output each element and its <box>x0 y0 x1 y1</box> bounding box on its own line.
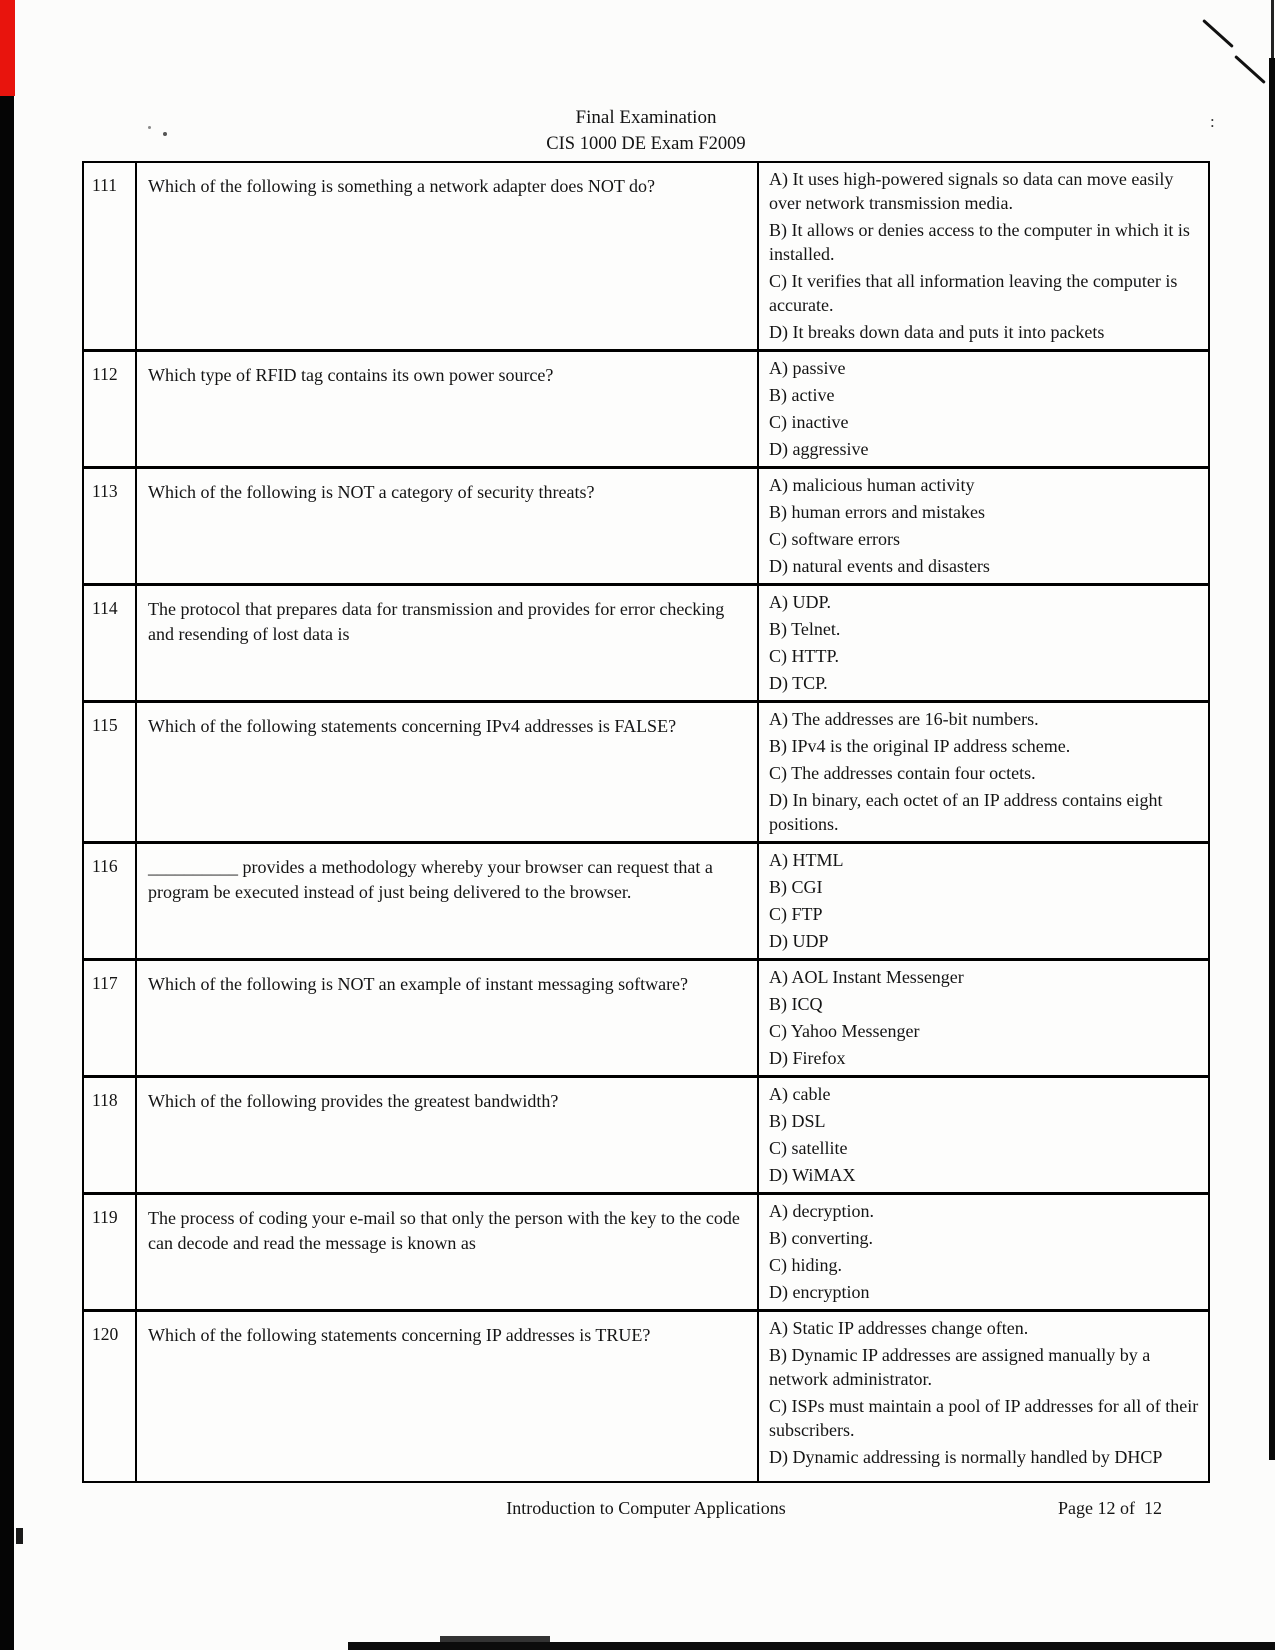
answer-choice: D) encryption <box>769 1282 870 1302</box>
question-text: Which of the following statements concerning IP addresses is TRUE? <box>135 1312 757 1481</box>
answer-choice: C) ISPs must maintain a pool of IP addresses for all of their subscribers. <box>769 1396 1199 1440</box>
answer-choice: B) human errors and mistakes <box>769 502 985 522</box>
answer-choices <box>757 352 1208 466</box>
answer-choice: D) WiMAX <box>769 1165 856 1185</box>
pen-stroke-mark <box>1202 19 1234 48</box>
answer-choices <box>757 469 1208 583</box>
question-text: Which of the following is NOT an example of instant messaging software? <box>135 961 757 1075</box>
question-row <box>84 583 1208 700</box>
question-row <box>84 1075 1208 1192</box>
answer-choice: D) Dynamic addressing is normally handled by DHCP <box>769 1447 1163 1467</box>
answer-choice: A) Static IP addresses change often. <box>769 1318 1029 1338</box>
question-number: 111 <box>92 175 117 195</box>
question-number: 114 <box>92 598 118 618</box>
answer-choice: B) active <box>769 385 835 405</box>
answer-choice: B) Telnet. <box>769 619 841 639</box>
question-number: 119 <box>92 1207 118 1227</box>
answer-choice: C) inactive <box>769 412 849 432</box>
question-row <box>84 700 1208 841</box>
answer-choice: A) HTML <box>769 850 844 870</box>
answer-choices <box>757 1078 1208 1192</box>
answer-choices <box>757 1195 1208 1309</box>
question-row <box>84 466 1208 583</box>
answer-choice: A) It uses high-powered signals so data can move easily over network transmission media. <box>769 169 1174 213</box>
answer-choice: D) In binary, each octet of an IP address contains eight positions. <box>769 790 1163 834</box>
answer-choice: D) aggressive <box>769 439 869 459</box>
question-number: 117 <box>92 973 118 993</box>
question-row <box>84 958 1208 1075</box>
answer-choice: D) Firefox <box>769 1048 846 1068</box>
question-text: The protocol that prepares data for transmission and provides for error checking and resending of lost data is <box>135 586 757 700</box>
answer-choice: D) It breaks down data and puts it into packets <box>769 322 1105 342</box>
question-text: __________ provides a methodology whereby your browser can request that a program be executed instead of just being delivered to the browser. <box>135 844 757 958</box>
question-text: Which of the following is NOT a category of security threats? <box>135 469 757 583</box>
question-text: Which type of RFID tag contains its own power source? <box>135 352 757 466</box>
question-row <box>84 163 1208 349</box>
answer-choice: B) IPv4 is the original IP address scheme. <box>769 736 1071 756</box>
answer-choice: C) It verifies that all information leaving the computer is accurate. <box>769 271 1178 315</box>
footer-page-number: Page 12 of 12 <box>1058 1498 1162 1518</box>
question-text: The process of coding your e-mail so that only the person with the key to the code can decode and read the message is known as <box>135 1195 757 1309</box>
answer-choice: B) CGI <box>769 877 823 897</box>
answer-choice: A) passive <box>769 358 846 378</box>
answer-choice: B) Dynamic IP addresses are assigned manually by a network administrator. <box>769 1345 1151 1389</box>
answer-choice: C) satellite <box>769 1138 848 1158</box>
answer-choice: C) HTTP. <box>769 646 840 666</box>
question-text: Which of the following statements concerning IPv4 addresses is FALSE? <box>135 703 757 841</box>
question-row <box>84 841 1208 958</box>
question-row <box>84 349 1208 466</box>
answer-choice: A) The addresses are 16-bit numbers. <box>769 709 1039 729</box>
answer-choice: D) natural events and disasters <box>769 556 990 576</box>
scan-artifact-right-edge-line <box>1271 0 1274 58</box>
answer-choice: B) converting. <box>769 1228 873 1248</box>
question-text: Which of the following provides the greatest bandwidth? <box>135 1078 757 1192</box>
answer-choices <box>757 1312 1208 1481</box>
question-row <box>84 1192 1208 1309</box>
question-row <box>84 1309 1208 1481</box>
answer-choice: C) The addresses contain four octets. <box>769 763 1036 783</box>
answer-choices <box>757 163 1208 349</box>
scan-artifact-bottom-edge-bar <box>348 1642 1275 1650</box>
question-number: 112 <box>92 364 118 384</box>
answer-choice: A) cable <box>769 1084 831 1104</box>
answer-choices <box>757 961 1208 1075</box>
answer-choices <box>757 586 1208 700</box>
question-number: 116 <box>92 856 118 876</box>
answer-choice: C) FTP <box>769 904 823 924</box>
answer-choice: C) Yahoo Messenger <box>769 1021 920 1041</box>
scan-artifact-left-edge-bar <box>0 96 14 1650</box>
answer-choice: C) software errors <box>769 529 900 549</box>
answer-choice: D) UDP <box>769 931 829 951</box>
question-table <box>82 161 1210 1483</box>
question-number: 120 <box>92 1324 119 1344</box>
answer-choice: A) malicious human activity <box>769 475 975 495</box>
exam-subtitle: CIS 1000 DE Exam F2009 <box>546 134 746 154</box>
stray-colon-mark: : <box>1210 112 1215 131</box>
question-number: 115 <box>92 715 118 735</box>
answer-choice: B) DSL <box>769 1111 826 1131</box>
question-text: Which of the following is something a network adapter does NOT do? <box>135 163 757 349</box>
question-number: 113 <box>92 481 118 501</box>
pen-stroke-mark <box>1234 55 1266 84</box>
answer-choice: D) TCP. <box>769 673 828 693</box>
answer-choice: C) hiding. <box>769 1255 843 1275</box>
answer-choice: A) AOL Instant Messenger <box>769 967 964 987</box>
answer-choices <box>757 844 1208 958</box>
scan-artifact-right-edge-bar <box>1269 58 1275 1460</box>
scan-artifact-corner-mark <box>16 1528 23 1544</box>
page-footer <box>82 1498 1210 1519</box>
answer-choice: A) decryption. <box>769 1201 874 1221</box>
page-content <box>82 104 1210 1519</box>
footer-course-title: Introduction to Computer Applications <box>506 1498 786 1518</box>
exam-title: Final Examination <box>575 107 717 128</box>
scan-artifact-bottom-smudge <box>440 1636 550 1642</box>
answer-choice: B) It allows or denies access to the computer in which it is installed. <box>769 220 1190 264</box>
answer-choice: B) ICQ <box>769 994 823 1014</box>
answer-choices <box>757 703 1208 841</box>
exam-header <box>82 104 1210 158</box>
answer-choice: A) UDP. <box>769 592 832 612</box>
question-number: 118 <box>92 1090 118 1110</box>
scan-artifact-red-edge-bar <box>0 0 15 96</box>
